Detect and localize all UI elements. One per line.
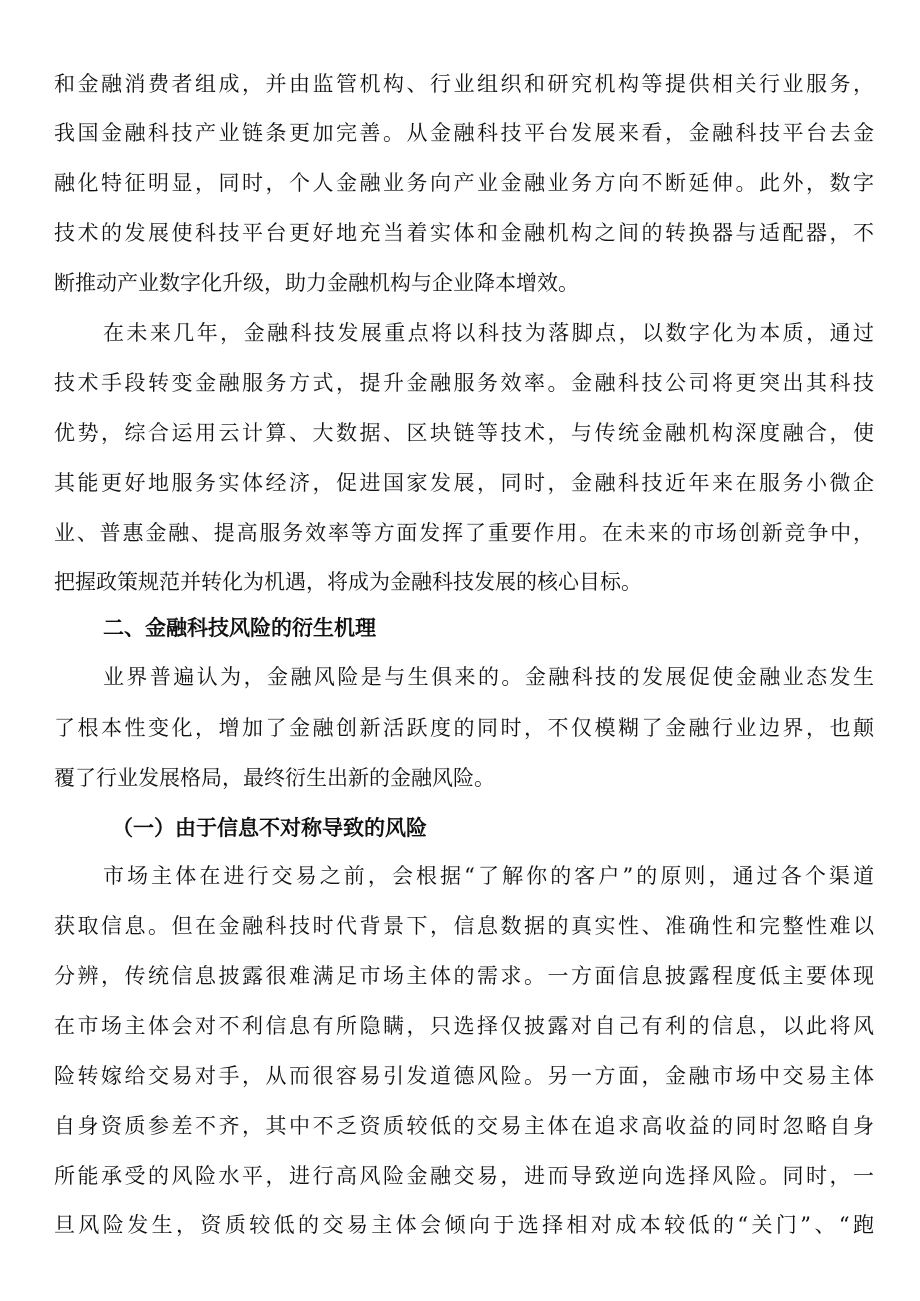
- paragraph-line: 在未来几年，金融科技发展重点将以科技为落脚点，以数字化为本质，通过: [103, 321, 874, 345]
- paragraph-line: 技术手段转变金融服务方式，提升金融服务效率。金融科技公司将更突出其科技: [54, 371, 874, 395]
- paragraph-line: 在市场主体会对不利信息有所隐瞒，只选择仅披露对自己有利的信息，以此将风: [54, 1014, 874, 1038]
- paragraph-line: 和金融消费者组成，并由监管机构、行业组织和研究机构等提供相关行业服务，: [54, 72, 874, 96]
- paragraph-line: 我国金融科技产业链条更加完善。从金融科技平台发展来看，金融科技平台去金: [54, 121, 874, 145]
- paragraph-line: 其能更好地服务实体经济，促进国家发展，同时，金融科技近年来在服务小微企: [54, 471, 874, 495]
- paragraph-line: 分辨，传统信息披露很难满足市场主体的需求。一方面信息披露程度低主要体现: [54, 964, 874, 988]
- paragraph-line: 了根本性变化，增加了金融创新活跃度的同时，不仅模糊了金融行业边界，也颠: [54, 716, 874, 740]
- paragraph-line: 险转嫁给交易对手，从而很容易引发道德风险。另一方面，金融市场中交易主体: [54, 1064, 874, 1088]
- paragraph-line: 融化特征明显，同时，个人金融业务向产业金融业务方向不断延伸。此外，数字: [54, 171, 874, 195]
- paragraph-line: 技术的发展使科技平台更好地充当着实体和金融机构之间的转换器与适配器，不: [54, 221, 874, 245]
- paragraph-line: 所能承受的风险水平，进行高风险金融交易，进而导致逆向选择风险。同时，一: [54, 1164, 874, 1188]
- paragraph-line: 业界普遍认为，金融风险是与生俱来的。金融科技的发展促使金融业态发生: [103, 665, 874, 689]
- paragraph-line: 断推动产业数字化升级，助力金融机构与企业降本增效。: [54, 271, 579, 295]
- paragraph-line: 获取信息。但在金融科技时代背景下，信息数据的真实性、准确性和完整性难以: [54, 914, 874, 938]
- paragraph-line: 覆了行业发展格局，最终衍生出新的金融风险。: [54, 766, 495, 790]
- paragraph-line: 旦风险发生，资质较低的交易主体会倾向于选择相对成本较低的“关门”、“跑: [54, 1213, 874, 1237]
- paragraph-line: 市场主体在进行交易之前，会根据“了解你的客户”的原则，通过各个渠道: [103, 864, 874, 888]
- section-heading: 二、金融科技风险的衍生机理: [103, 616, 376, 640]
- subsection-heading: （一）由于信息不对称导致的风险: [112, 816, 427, 840]
- paragraph-line: 业、普惠金融、提高服务效率等方面发挥了重要作用。在未来的市场创新竞争中，: [54, 521, 874, 545]
- paragraph-line: 自身资质参差不齐，其中不乏资质较低的交易主体在追求高收益的同时忽略自身: [54, 1114, 874, 1138]
- paragraph-line: 把握政策规范并转化为机遇，将成为金融科技发展的核心目标。: [54, 570, 642, 594]
- paragraph-line: 优势，综合运用云计算、大数据、区块链等技术，与传统金融机构深度融合，使: [54, 421, 874, 445]
